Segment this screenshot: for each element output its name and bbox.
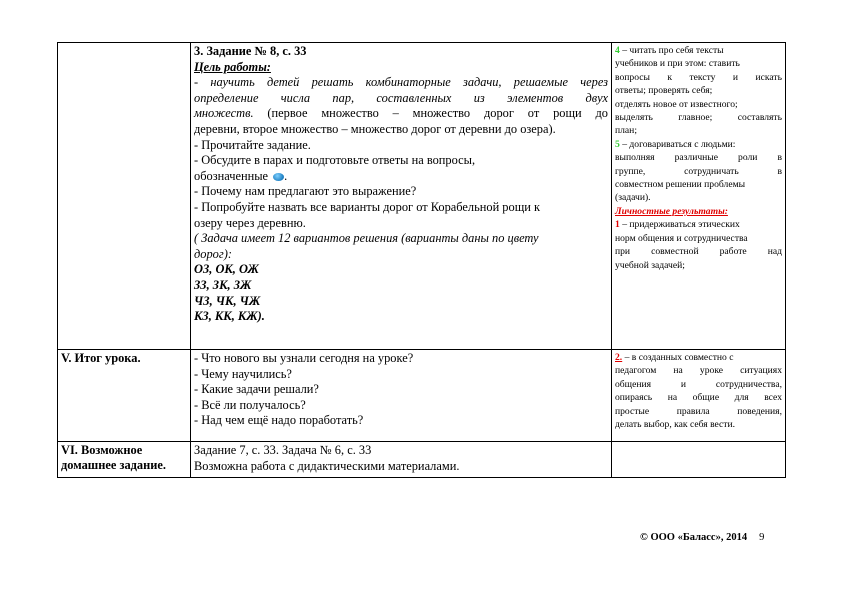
number-5: 5 (615, 138, 620, 150)
lesson-plan-table (57, 42, 786, 478)
number-2: 2. (615, 352, 623, 363)
task-cell (191, 43, 612, 350)
variant-line: КЗ, КК, КЖ). (194, 309, 265, 324)
note-line: дорог): (194, 246, 232, 261)
variant-line: ЧЗ, ЧК, ЧЖ (194, 293, 261, 308)
variant-line: ЗЗ, ЗК, ЗЖ (194, 277, 252, 292)
step-line: - Почему нам предлагают это выражение? (194, 184, 417, 199)
goal-line: определение числа пар, составленных из элементов двух (194, 90, 608, 105)
empty-cell (612, 442, 786, 478)
copyright: © ООО «Баласс», 2014 (640, 532, 748, 543)
page-footer (640, 532, 764, 543)
goal-line: - научить детей решать комбинаторные задачи, решаемые через (194, 75, 608, 90)
goal-label: Цель работы: (194, 59, 271, 74)
step-line: озеру через деревню. (194, 215, 306, 230)
number-1: 1 (615, 219, 620, 231)
step-line: - Обсудите в парах и подготовьте ответы на вопросы, (194, 153, 476, 168)
table-row (58, 442, 786, 478)
results-cell: 2. – в созданных совместно с педагогом на уроке ситуациях общения и сотрудничества, опираясь на общие для всех простые правила поведения, делать выбор, как себя вести. (612, 350, 786, 442)
blue-dot-icon (273, 173, 284, 181)
stage-label: V. Итог урока. (58, 350, 191, 442)
homework-cell: Задание 7, с. 33. Задача № 6, с. 33 Возможна работа с дидактическими материалами. (191, 442, 612, 478)
summary-cell: - Что нового вы узнали сегодня на уроке? - Чему научились? - Какие задачи решали? - Всё ли получалось? - Над чем ещё надо поработать? (191, 350, 612, 442)
number-4: 4 (615, 45, 620, 56)
goal-line: деревни, второе множество – множество дорог от деревни до озера). (194, 121, 556, 136)
note-line: ( Задача имеет 12 вариантов решения (варианты даны по цвету (194, 231, 539, 246)
stage-cell-empty (58, 43, 191, 350)
stage-label: VI. Возможное домашнее задание. (58, 442, 191, 478)
table-row (58, 350, 786, 442)
personal-results-label: Личностные результаты: (615, 205, 728, 217)
step-line: обозначенные . (194, 168, 288, 183)
step-line: - Попробуйте назвать все варианты дорог от Корабельной рощи к (194, 199, 540, 214)
goal-line: множеств. (первое множество – множество дорог от рощи до (194, 106, 608, 121)
table-row (58, 43, 786, 350)
task-title: 3. Задание № 8, с. 33 (194, 44, 307, 58)
step-line: - Прочитайте задание. (194, 137, 311, 152)
variant-line: ОЗ, ОК, ОЖ (194, 262, 259, 277)
results-cell: 4 – читать про себя тексты учебников и при этом: ставить вопросы к тексту и искать ответы; проверять себя; отделять новое от известного; выделять главное; составлять план; 5 – договариваться с людьми: выполняя различные роли в группе, сотрудничать в совместном решении проблемы (задачи). Личностные результаты: 1 – придерживаться этических норм общения и сотрудничества при совместной работе над учебной задачей; (612, 43, 786, 350)
page-number: 9 (759, 532, 765, 543)
